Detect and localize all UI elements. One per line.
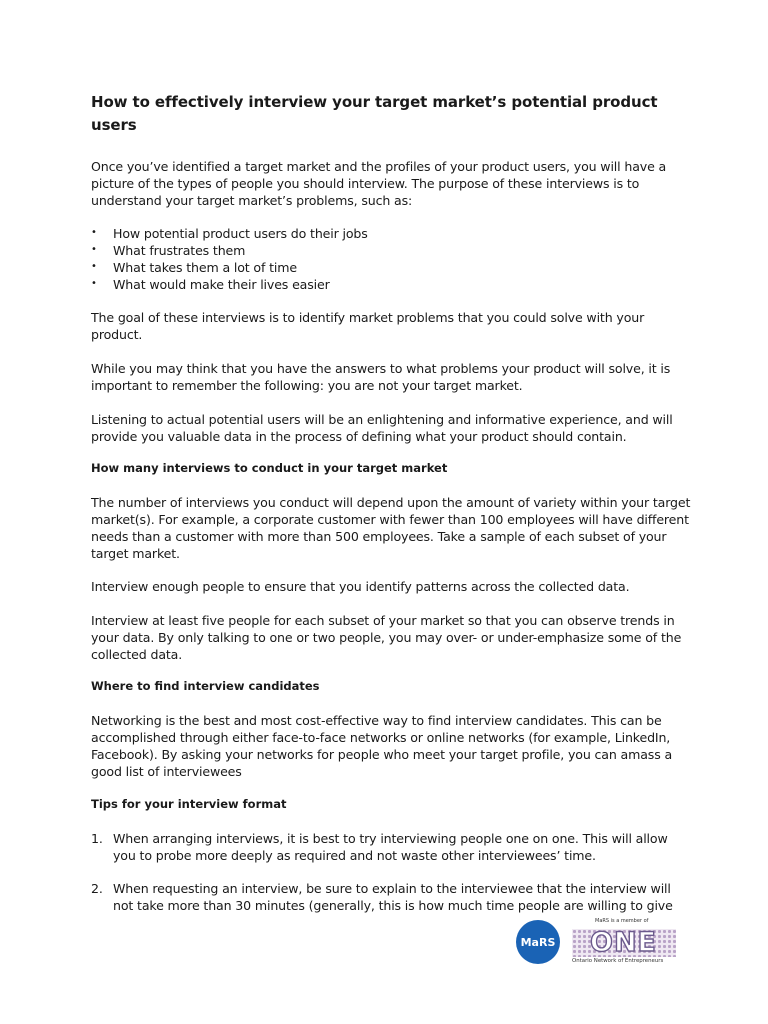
tips-list-continued — [91, 880, 691, 914]
list-number: 1. — [91, 831, 103, 846]
bullet-marker: • — [91, 261, 97, 272]
section-heading-where: Where to find interview candidates — [91, 679, 320, 693]
bullet-marker: • — [91, 227, 97, 238]
member-note: MaRS is a member of — [595, 918, 649, 924]
list-item-text: What frustrates them — [113, 243, 246, 258]
mars-logo: MaRS — [516, 920, 560, 964]
one-logo: ONE — [590, 927, 657, 958]
document-title: How to effectively interview your target market’s potential product users — [91, 93, 658, 134]
list-item-text: When requesting an interview, be sure to explain to the interviewee that the interview will not take more than 30 minutes (generally, this is how much time people are willing to give — [113, 881, 673, 913]
list-item — [91, 276, 691, 293]
intro-paragraph: Once you’ve identified a target market and the profiles of your product users, you will have a picture of the types of people you should interview. The purpose of these interviews is to understand your target market’s problems, such as: — [91, 159, 667, 208]
goal-paragraph: The goal of these interviews is to identify market problems that you could solve with your product. — [91, 310, 645, 342]
list-item — [91, 242, 691, 259]
listen-paragraph: Listening to actual potential users will be an enlightening and informative experience, and will provide you valuable data in the process of defining what your product should contain. — [91, 412, 673, 444]
problems-list — [91, 225, 691, 293]
bullet-marker: • — [91, 244, 97, 255]
section-heading-how-many: How many interviews to conduct in your target market — [91, 461, 448, 475]
list-number: 2. — [91, 881, 103, 896]
list-item — [91, 830, 691, 864]
list-item-text: When arranging interviews, it is best to try interviewing people one on one. This will allow you to probe more deeply as required and not waste other interviewees’ time. — [113, 831, 668, 863]
list-item — [91, 259, 691, 276]
five-paragraph: Interview at least five people for each subset of your market so that you can observe trends in your data. By only talking to one or two people, you may over- or under-emphasize some of the collected data. — [91, 613, 682, 662]
footer-logos — [516, 916, 686, 970]
tips-list — [91, 830, 691, 864]
list-item — [91, 880, 691, 914]
list-item-text: What takes them a lot of time — [113, 260, 297, 275]
number-paragraph: The number of interviews you conduct will depend upon the amount of variety within your target market(s). For example, a corporate customer with fewer than 100 employees will have different needs than a customer with more than 500 employees. Take a sample of each subset of your target market. — [91, 495, 691, 561]
think-paragraph: While you may think that you have the answers to what problems your product will solve, it is important to remember the following: you are not your target market. — [91, 361, 671, 393]
list-item — [91, 225, 691, 242]
one-caption: Ontario Network of Entrepreneurs — [572, 958, 664, 964]
enough-paragraph: Interview enough people to ensure that you identify patterns across the collected data. — [91, 579, 630, 594]
section-heading-tips: Tips for your interview format — [91, 797, 287, 811]
bullet-marker: • — [91, 278, 97, 289]
list-item-text: What would make their lives easier — [113, 277, 330, 292]
network-paragraph: Networking is the best and most cost-effective way to find interview candidates. This can be accomplished through either face-to-face networks or online networks (for example, LinkedIn, Facebook). By asking your networks for people who meet your target profile, you can amass a good list of interviewees — [91, 713, 673, 779]
list-item-text: How potential product users do their jobs — [113, 226, 368, 241]
